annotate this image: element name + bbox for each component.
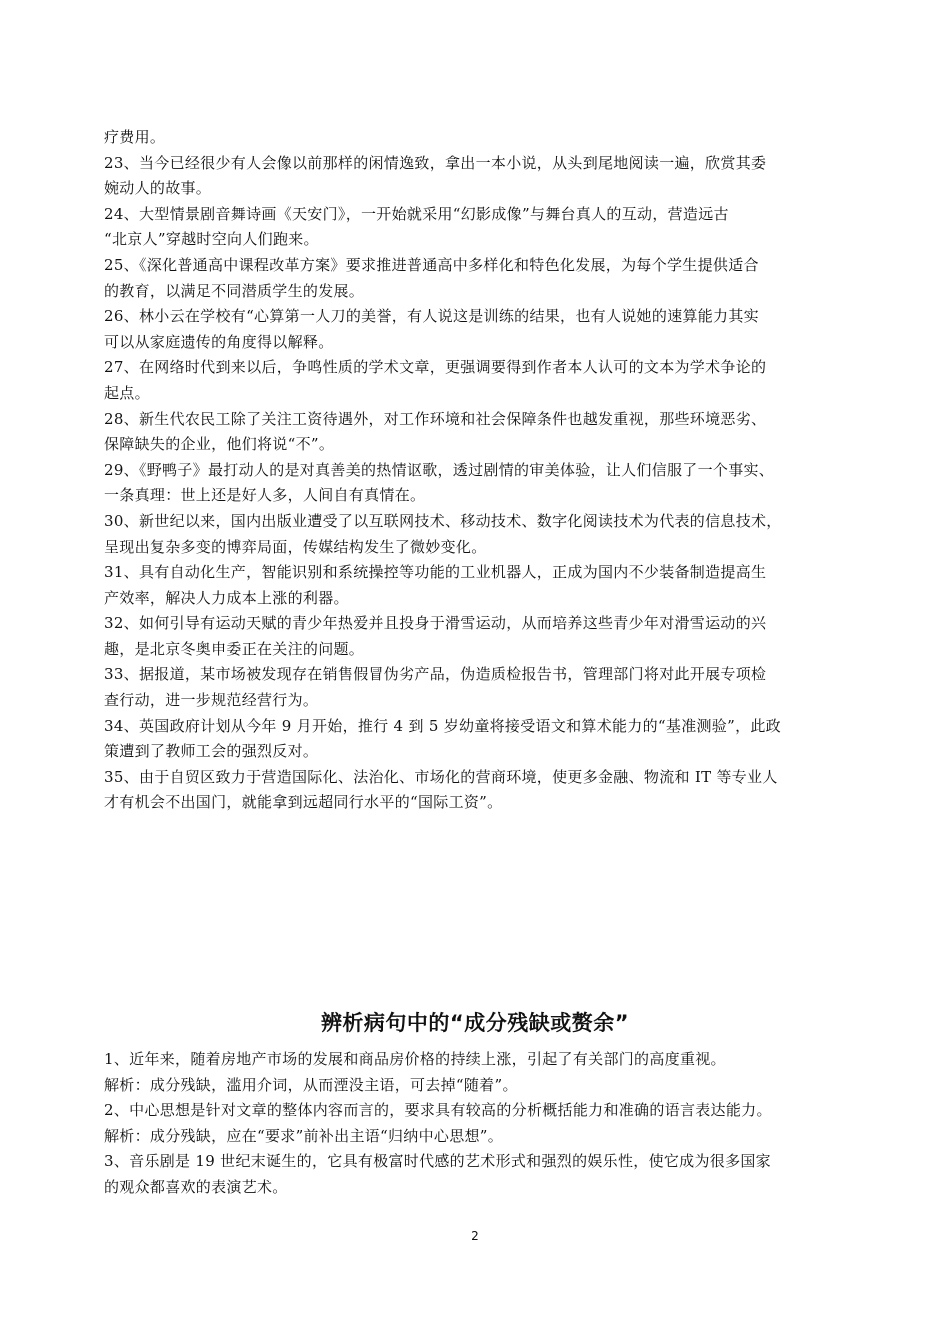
text-line: 23、当今已经很少有人会像以前那样的闲情逸致，拿出一本小说，从头到尾地阅读一遍，欣赏其委 (104, 153, 767, 172)
section-body (104, 1047, 849, 1201)
text-line: 查行动，进一步规范经营行为。 (104, 691, 319, 710)
text-line: 疗费用。 (104, 128, 166, 146)
section-title: 辨析病句中的“成分残缺或赘余” (320, 1011, 630, 1035)
text-line: 可以从家庭遗传的角度得以解释。 (104, 332, 334, 351)
text-line: 30、新世纪以来，国内出版业遭受了以互联网技术、移动技术、数字化阅读技术为代表的信息技术， (104, 511, 782, 530)
text-line: 35、由于自贸区致力于营造国际化、法治化、市场化的营商环境，使更多金融、物流和 IT 等专业人 (104, 767, 778, 786)
text-line: 趣，是北京冬奥申委正在关注的问题。 (104, 639, 365, 658)
text-line: 1、近年来，随着房地产市场的发展和商品房价格的持续上涨，引起了有关部门的高度重视。 (104, 1050, 726, 1068)
text-line: 33、据报道，某市场被发现存在销售假冒伪劣产品，伪造质检报告书，管理部门将对此开展专项检 (104, 665, 767, 684)
text-line: 27、在网络时代到来以后，争鸣性质的学术文章，更强调要得到作者本人认可的文本为学术争论的 (104, 358, 767, 377)
text-line: 26、林小云在学校有“心算第一人刀的美誉，有人说这是训练的结果，也有人说她的速算能力其实 (104, 307, 759, 326)
text-line: 保障缺失的企业，他们将说“不”。 (104, 435, 335, 454)
text-line: 3、音乐剧是 19 世纪末诞生的，它具有极富时代感的艺术形式和强烈的娱乐性，使它成为很多国家 (104, 1152, 771, 1171)
text-line: 24、大型情景剧音舞诗画《天安门》，一开始就采用“幻影成像”与舞台真人的互动，营造远古 (104, 204, 729, 223)
text-line: 一条真理：世上还是好人多，人间自有真情在。 (104, 486, 426, 505)
text-line: 解析：成分残缺，应在“要求”前补出主语“归纳中心思想”。 (104, 1126, 504, 1145)
text-line: 呈现出复杂多变的博弈局面，传媒结构发生了微妙变化。 (104, 537, 487, 556)
text-line: 31、具有自动化生产，智能识别和系统操控等功能的工业机器人，正成为国内不少装备制造提高生 (104, 563, 767, 582)
text-line: 才有机会不出国门，就能拿到远超同行水平的“国际工资”。 (104, 793, 503, 812)
page-number: 2 (471, 1229, 479, 1243)
text-line: 28、新生代农民工除了关注工资待遇外，对工作环境和社会保障条件也越发重视，那些环境恶劣、 (104, 409, 767, 428)
text-line: 34、英国政府计划从今年 9 月开始，推行 4 到 5 岁幼童将接受语文和算术能力的“基准测验”，此政 (104, 716, 781, 735)
text-line: 产效率，解决人力成本上涨的利器。 (104, 588, 349, 607)
text-line: 的观众都喜欢的表演艺术。 (104, 1177, 288, 1196)
text-line: 婉动人的故事。 (104, 179, 212, 198)
text-line: 2、中心思想是针对文章的整体内容而言的，要求具有较高的分析概括能力和准确的语言表达能力。 (104, 1101, 772, 1120)
sentence-list (104, 125, 849, 816)
text-line: 25、《深化普通高中课程改革方案》要求推进普通高中多样化和特色化发展，为每个学生提供适合 (104, 255, 759, 274)
text-line: 解析：成分残缺，滥用介词，从而湮没主语，可去掉“随着”。 (104, 1075, 518, 1094)
text-line: “北京人”穿越时空向人们跑来。 (104, 230, 319, 249)
text-line: 29、《野鸭子》最打动人的是对真善美的热情讴歌，透过剧情的审美体验，让人们信服了一个事实、 (104, 460, 775, 479)
text-line: 32、如何引导有运动天赋的青少年热爱并且投身于滑雪运动，从而培养这些青少年对滑雪运动的兴 (104, 614, 767, 633)
text-line: 起点。 (104, 383, 150, 402)
text-line: 的教育，以满足不同潜质学生的发展。 (104, 281, 365, 300)
text-line: 策遭到了教师工会的强烈反对。 (104, 742, 319, 761)
